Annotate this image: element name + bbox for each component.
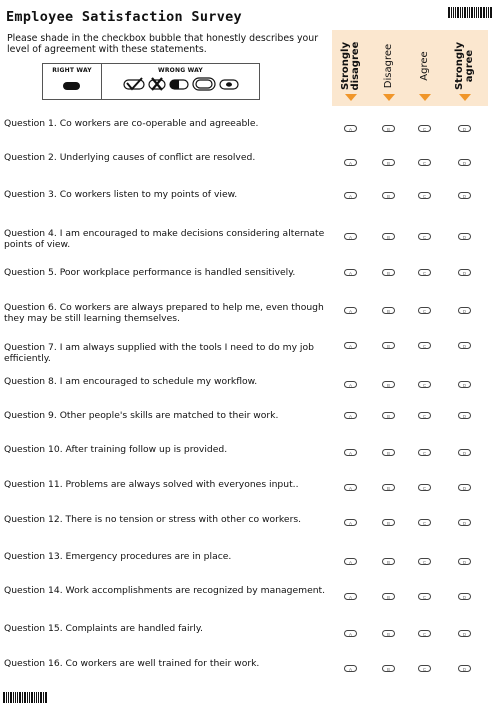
- right-way-label: RIGHT WAY: [52, 67, 92, 74]
- question-text: Question 9. Other people's skills are matched to their work.: [4, 410, 279, 421]
- bubble-letter: B: [386, 560, 390, 565]
- top-barcode: [448, 7, 492, 18]
- bubble-letter: A: [348, 560, 352, 565]
- bubble-letter: D: [462, 632, 467, 637]
- bubble-letter: A: [348, 451, 352, 456]
- column-header-label: Strongly disagree: [340, 41, 361, 91]
- answer-bubble-a[interactable]: [344, 269, 357, 276]
- bubble-letter: A: [348, 486, 352, 491]
- answer-bubble-a[interactable]: [344, 125, 357, 132]
- bubble-letter: C: [422, 127, 427, 132]
- answer-bubble-c[interactable]: [418, 630, 431, 637]
- bubble-letter: C: [422, 632, 427, 637]
- bubble-letter: B: [386, 451, 390, 456]
- answer-bubble-c[interactable]: [418, 125, 431, 132]
- answer-bubble-a[interactable]: [344, 519, 357, 526]
- answer-bubble-b[interactable]: [382, 192, 395, 199]
- answer-bubble-b[interactable]: [382, 558, 395, 565]
- question-text: Question 11. Problems are always solved with everyones input..: [4, 479, 299, 490]
- answer-bubble-a[interactable]: [344, 630, 357, 637]
- wrong-way-example: [102, 64, 259, 99]
- answer-bubble-b[interactable]: [382, 484, 395, 491]
- column-header-4: [450, 30, 480, 106]
- bubble-letter: D: [462, 667, 467, 672]
- question-text: Question 2. Underlying causes of conflict are resolved.: [4, 152, 256, 163]
- marking-example: [42, 63, 260, 100]
- answer-bubble-a[interactable]: [344, 233, 357, 240]
- bubble-letter: D: [462, 309, 467, 314]
- bubble-letter: A: [348, 127, 352, 132]
- answer-bubble-c[interactable]: [418, 412, 431, 419]
- bubble-letter: C: [422, 271, 427, 276]
- bubble-letter: C: [422, 595, 427, 600]
- answer-bubble-c[interactable]: [418, 665, 431, 672]
- answer-bubble-d[interactable]: [458, 233, 471, 240]
- bubble-letter: C: [422, 667, 427, 672]
- column-header-label: Disagree: [383, 43, 394, 89]
- bubble-letter: B: [386, 344, 390, 349]
- answer-bubble-d[interactable]: [458, 381, 471, 388]
- bubble-letter: B: [386, 595, 390, 600]
- bubble-letter: B: [386, 271, 390, 276]
- filled-bubble-icon: [63, 82, 80, 90]
- bubble-letter: A: [348, 194, 352, 199]
- answer-bubble-c[interactable]: [418, 484, 431, 491]
- answer-bubble-b[interactable]: [382, 233, 395, 240]
- answer-bubble-d[interactable]: [458, 159, 471, 166]
- answer-bubble-c[interactable]: [418, 269, 431, 276]
- x-mark-bubble-icon: [148, 77, 166, 91]
- bubble-letter: D: [462, 521, 467, 526]
- answer-bubble-b[interactable]: [382, 665, 395, 672]
- answer-bubble-d[interactable]: [458, 342, 471, 349]
- bubble-letter: C: [422, 451, 427, 456]
- answer-bubble-c[interactable]: [418, 449, 431, 456]
- answer-bubble-a[interactable]: [344, 484, 357, 491]
- bubble-letter: A: [348, 309, 352, 314]
- answer-bubble-b[interactable]: [382, 412, 395, 419]
- bubble-letter: D: [462, 271, 467, 276]
- answer-bubble-d[interactable]: [458, 307, 471, 314]
- answer-bubble-b[interactable]: [382, 269, 395, 276]
- bubble-letter: C: [422, 521, 427, 526]
- answer-bubble-a[interactable]: [344, 342, 357, 349]
- answer-bubble-d[interactable]: [458, 449, 471, 456]
- answer-bubble-c[interactable]: [418, 519, 431, 526]
- answer-bubble-a[interactable]: [344, 381, 357, 388]
- bubble-letter: C: [422, 309, 427, 314]
- down-arrow-icon: [419, 94, 431, 101]
- answer-bubble-b[interactable]: [382, 381, 395, 388]
- bubble-letter: B: [386, 127, 390, 132]
- question-text: Question 12. There is no tension or stress with other co workers.: [4, 514, 302, 525]
- bubble-letter: D: [462, 595, 467, 600]
- question-text: Question 3. Co workers listen to my points of view.: [4, 189, 238, 200]
- column-header-3: [410, 30, 440, 106]
- bottom-barcode: [3, 692, 47, 703]
- bubble-letter: A: [348, 235, 352, 240]
- answer-column-headers: [332, 30, 488, 106]
- bubble-letter: A: [348, 632, 352, 637]
- bubble-letter: D: [462, 383, 467, 388]
- answer-bubble-a[interactable]: [344, 412, 357, 419]
- column-header-label: Agree: [419, 51, 430, 81]
- bubble-letter: A: [348, 161, 352, 166]
- answer-bubble-c[interactable]: [418, 233, 431, 240]
- answer-bubble-b[interactable]: [382, 519, 395, 526]
- bubble-letter: B: [386, 383, 390, 388]
- answer-bubble-d[interactable]: [458, 593, 471, 600]
- answer-bubble-b[interactable]: [382, 342, 395, 349]
- column-header-2: [374, 30, 404, 106]
- bubble-letter: B: [386, 161, 390, 166]
- bubble-letter: B: [386, 235, 390, 240]
- bubble-letter: A: [348, 383, 352, 388]
- bubble-letter: D: [462, 344, 467, 349]
- bubble-letter: D: [462, 127, 467, 132]
- answer-bubble-a[interactable]: [344, 593, 357, 600]
- answer-bubble-c[interactable]: [418, 192, 431, 199]
- answer-bubble-c[interactable]: [418, 342, 431, 349]
- outlined-bubble-icon: [192, 77, 216, 91]
- answer-bubble-d[interactable]: [458, 192, 471, 199]
- answer-bubble-c[interactable]: [418, 593, 431, 600]
- bubble-letter: C: [422, 560, 427, 565]
- answer-bubble-a[interactable]: [344, 307, 357, 314]
- down-arrow-icon: [459, 94, 471, 101]
- question-text: Question 1. Co workers are co-operable and agreeable.: [4, 118, 259, 129]
- bubble-letter: B: [386, 194, 390, 199]
- bubble-letter: C: [422, 383, 427, 388]
- down-arrow-icon: [383, 94, 395, 101]
- bubble-letter: B: [386, 414, 390, 419]
- question-text: Question 4. I am encouraged to make decisions considering alternate points of view.: [4, 228, 325, 250]
- dot-bubble-icon: [219, 78, 239, 90]
- answer-bubble-c[interactable]: [418, 159, 431, 166]
- answer-bubble-d[interactable]: [458, 484, 471, 491]
- bubble-letter: A: [348, 667, 352, 672]
- bubble-letter: B: [386, 632, 390, 637]
- answer-bubble-a[interactable]: [344, 449, 357, 456]
- bubble-letter: D: [462, 194, 467, 199]
- instructions: Please shade in the checkbox bubble that honestly describes your level of agreement with these statements.: [7, 33, 319, 55]
- answer-bubble-b[interactable]: [382, 307, 395, 314]
- bubble-letter: A: [348, 271, 352, 276]
- answer-bubble-a[interactable]: [344, 192, 357, 199]
- bubble-letter: B: [386, 309, 390, 314]
- answer-bubble-c[interactable]: [418, 381, 431, 388]
- question-text: Question 8. I am encouraged to schedule my workflow.: [4, 376, 258, 387]
- bubble-letter: C: [422, 235, 427, 240]
- answer-bubble-b[interactable]: [382, 159, 395, 166]
- bubble-letter: B: [386, 667, 390, 672]
- bubble-letter: C: [422, 344, 427, 349]
- answer-bubble-a[interactable]: [344, 159, 357, 166]
- question-text: Question 16. Co workers are well trained for their work.: [4, 658, 260, 669]
- half-filled-bubble-icon: [169, 78, 189, 90]
- question-text: Question 14. Work accomplishments are recognized by management.: [4, 585, 326, 596]
- bubble-letter: C: [422, 161, 427, 166]
- bubble-letter: D: [462, 486, 467, 491]
- answer-bubble-b[interactable]: [382, 630, 395, 637]
- answer-bubble-d[interactable]: [458, 125, 471, 132]
- bubble-letter: D: [462, 451, 467, 456]
- question-text: Question 6. Co workers are always prepared to help me, even though they may be still learning themselves.: [4, 302, 324, 324]
- answer-bubble-b[interactable]: [382, 125, 395, 132]
- answer-bubble-d[interactable]: [458, 665, 471, 672]
- answer-bubble-a[interactable]: [344, 558, 357, 565]
- answer-bubble-d[interactable]: [458, 558, 471, 565]
- answer-bubble-a[interactable]: [344, 665, 357, 672]
- question-text: Question 13. Emergency procedures are in place.: [4, 551, 232, 562]
- bubble-letter: C: [422, 414, 427, 419]
- down-arrow-icon: [345, 94, 357, 101]
- bubble-letter: A: [348, 414, 352, 419]
- question-text: Question 5. Poor workplace performance is handled sensitively.: [4, 267, 296, 278]
- bubble-letter: D: [462, 560, 467, 565]
- question-text: Question 7. I am always supplied with the tools I need to do my job efficiently.: [4, 342, 314, 364]
- question-text: Question 15. Complaints are handled fairly.: [4, 623, 203, 634]
- bubble-letter: D: [462, 414, 467, 419]
- bubble-letter: A: [348, 595, 352, 600]
- right-way-example: [43, 64, 102, 99]
- answer-bubble-b[interactable]: [382, 449, 395, 456]
- bubble-letter: C: [422, 194, 427, 199]
- check-mark-bubble-icon: [123, 77, 145, 91]
- answer-bubble-d[interactable]: [458, 630, 471, 637]
- answer-bubble-b[interactable]: [382, 593, 395, 600]
- survey-title: Employee Satisfaction Survey: [6, 9, 242, 25]
- bubble-letter: A: [348, 521, 352, 526]
- bubble-letter: A: [348, 344, 352, 349]
- answer-bubble-c[interactable]: [418, 307, 431, 314]
- bubble-letter: C: [422, 486, 427, 491]
- wrong-way-label: WRONG WAY: [158, 67, 203, 74]
- column-header-1: [336, 30, 366, 106]
- question-text: Question 10. After training follow up is provided.: [4, 444, 228, 455]
- bubble-letter: D: [462, 161, 467, 166]
- bubble-letter: D: [462, 235, 467, 240]
- answer-bubble-d[interactable]: [458, 519, 471, 526]
- bubble-letter: B: [386, 521, 390, 526]
- column-header-label: Strongly agree: [454, 42, 475, 91]
- answer-bubble-d[interactable]: [458, 412, 471, 419]
- bubble-letter: B: [386, 486, 390, 491]
- answer-bubble-d[interactable]: [458, 269, 471, 276]
- answer-bubble-c[interactable]: [418, 558, 431, 565]
